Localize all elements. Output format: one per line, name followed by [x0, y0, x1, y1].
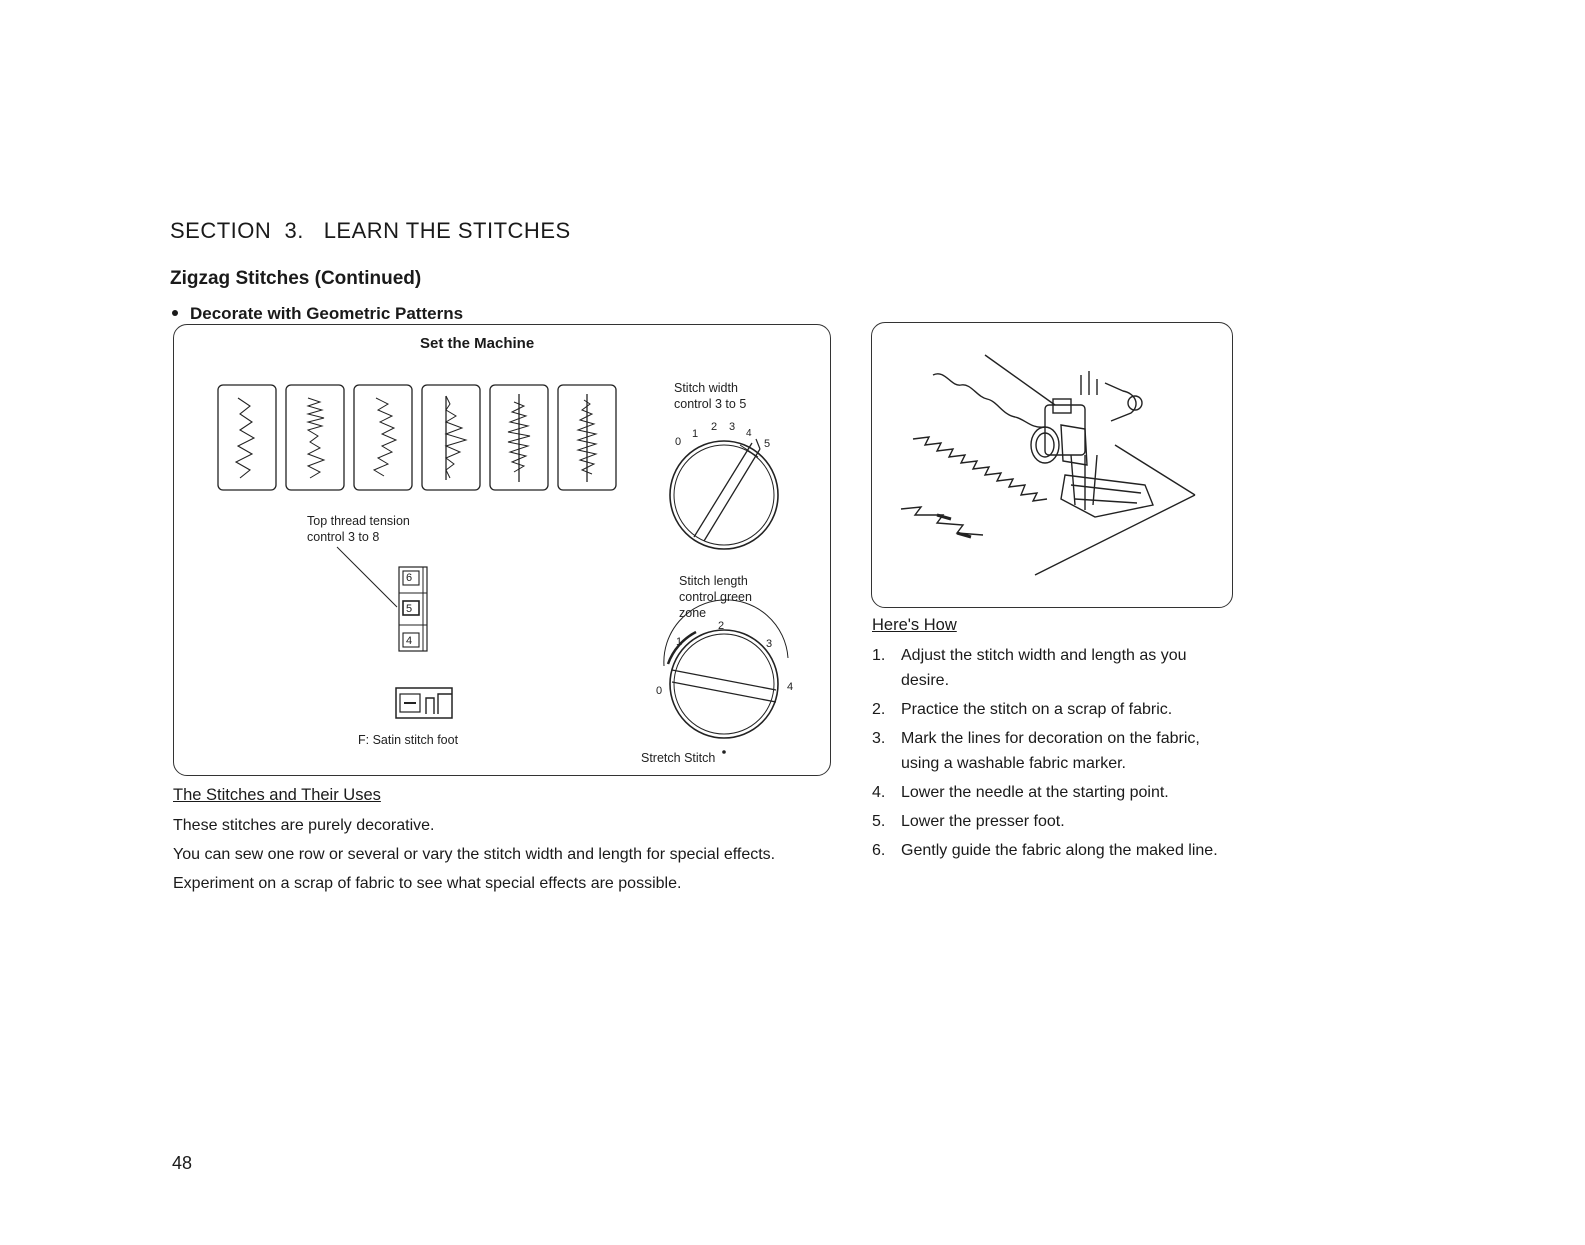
pattern-card-2: [286, 385, 344, 490]
pattern-card-5: [490, 385, 548, 490]
pattern-card-4: [422, 385, 480, 490]
stitch-pattern-cards: [210, 380, 630, 500]
length-dial-4: 4: [787, 681, 794, 693]
how-step-1: 1. Adjust the stitch width and length as you desire.: [872, 647, 1187, 689]
stitches-heading: The Stitches and Their Uses: [173, 786, 381, 804]
how-step-5: 5. Lower the presser foot.: [872, 813, 1065, 830]
how-steps-list: [872, 643, 1238, 867]
stitch-length-label: Stitch length control green zone: [679, 574, 752, 620]
tension-number-5: 5: [406, 603, 413, 615]
satin-foot-label: F: Satin stitch foot: [358, 733, 459, 747]
tension-number-6: 6: [406, 572, 413, 584]
stitch-width-dial: [660, 435, 790, 545]
tension-control: [335, 545, 475, 645]
pattern-card-1: [218, 385, 276, 490]
stitches-paragraph-3: Experiment on a scrap of fabric to see what special effects are possible.: [173, 875, 682, 892]
width-dial-4: 4: [746, 428, 752, 439]
satin-stitch-foot-icon: [384, 684, 464, 724]
page-subtitle: Zigzag Stitches (Continued): [170, 268, 422, 289]
pattern-card-3: [354, 385, 412, 490]
how-step-2: 2. Practice the stitch on a scrap of fabric.: [872, 701, 1173, 718]
bullet-heading-text: Decorate with Geometric Patterns: [190, 304, 464, 323]
stitches-paragraph-2: You can sew one row or several or vary the stitch width and length for special effects.: [173, 846, 776, 863]
stitch-width-label: Stitch width control 3 to 5: [674, 381, 747, 411]
width-dial-2: 2: [711, 421, 718, 433]
stitches-paragraph-1: These stitches are purely decorative.: [173, 817, 435, 834]
length-dial-2: 2: [718, 620, 725, 632]
bullet-heading: [172, 304, 463, 324]
tension-label: Top thread tension control 3 to 8: [307, 514, 410, 544]
length-dial-0: 0: [656, 685, 663, 697]
how-heading: Here's How: [872, 616, 957, 634]
how-step-4: 4. Lower the needle at the starting point.: [872, 784, 1169, 801]
how-step-3: 3. Mark the lines for decoration on the fabric, using a washable fabric marker.: [872, 730, 1200, 772]
tension-number-4: 4: [406, 635, 413, 647]
width-dial-5: 5: [764, 438, 771, 450]
width-dial-0: 0: [675, 436, 682, 448]
section-title: SECTION 3. LEARN THE STITCHES: [170, 218, 571, 243]
stitch-length-dial: [650, 618, 800, 758]
pattern-card-6: [558, 385, 616, 490]
presser-foot-sewing-illustration: [885, 335, 1225, 595]
page-number: 48: [172, 1153, 193, 1173]
length-dial-1: 1: [676, 636, 683, 648]
set-machine-title: Set the Machine: [420, 335, 535, 352]
bullet-dot-icon: [172, 310, 178, 316]
width-dial-1: 1: [692, 428, 699, 440]
stitches-body: [173, 813, 835, 896]
how-step-6: 6. Gently guide the fabric along the maked line.: [872, 842, 1218, 859]
stretch-stitch-label: Stretch Stitch: [641, 751, 716, 765]
length-dial-3: 3: [766, 638, 773, 650]
width-dial-3: 3: [729, 421, 736, 433]
